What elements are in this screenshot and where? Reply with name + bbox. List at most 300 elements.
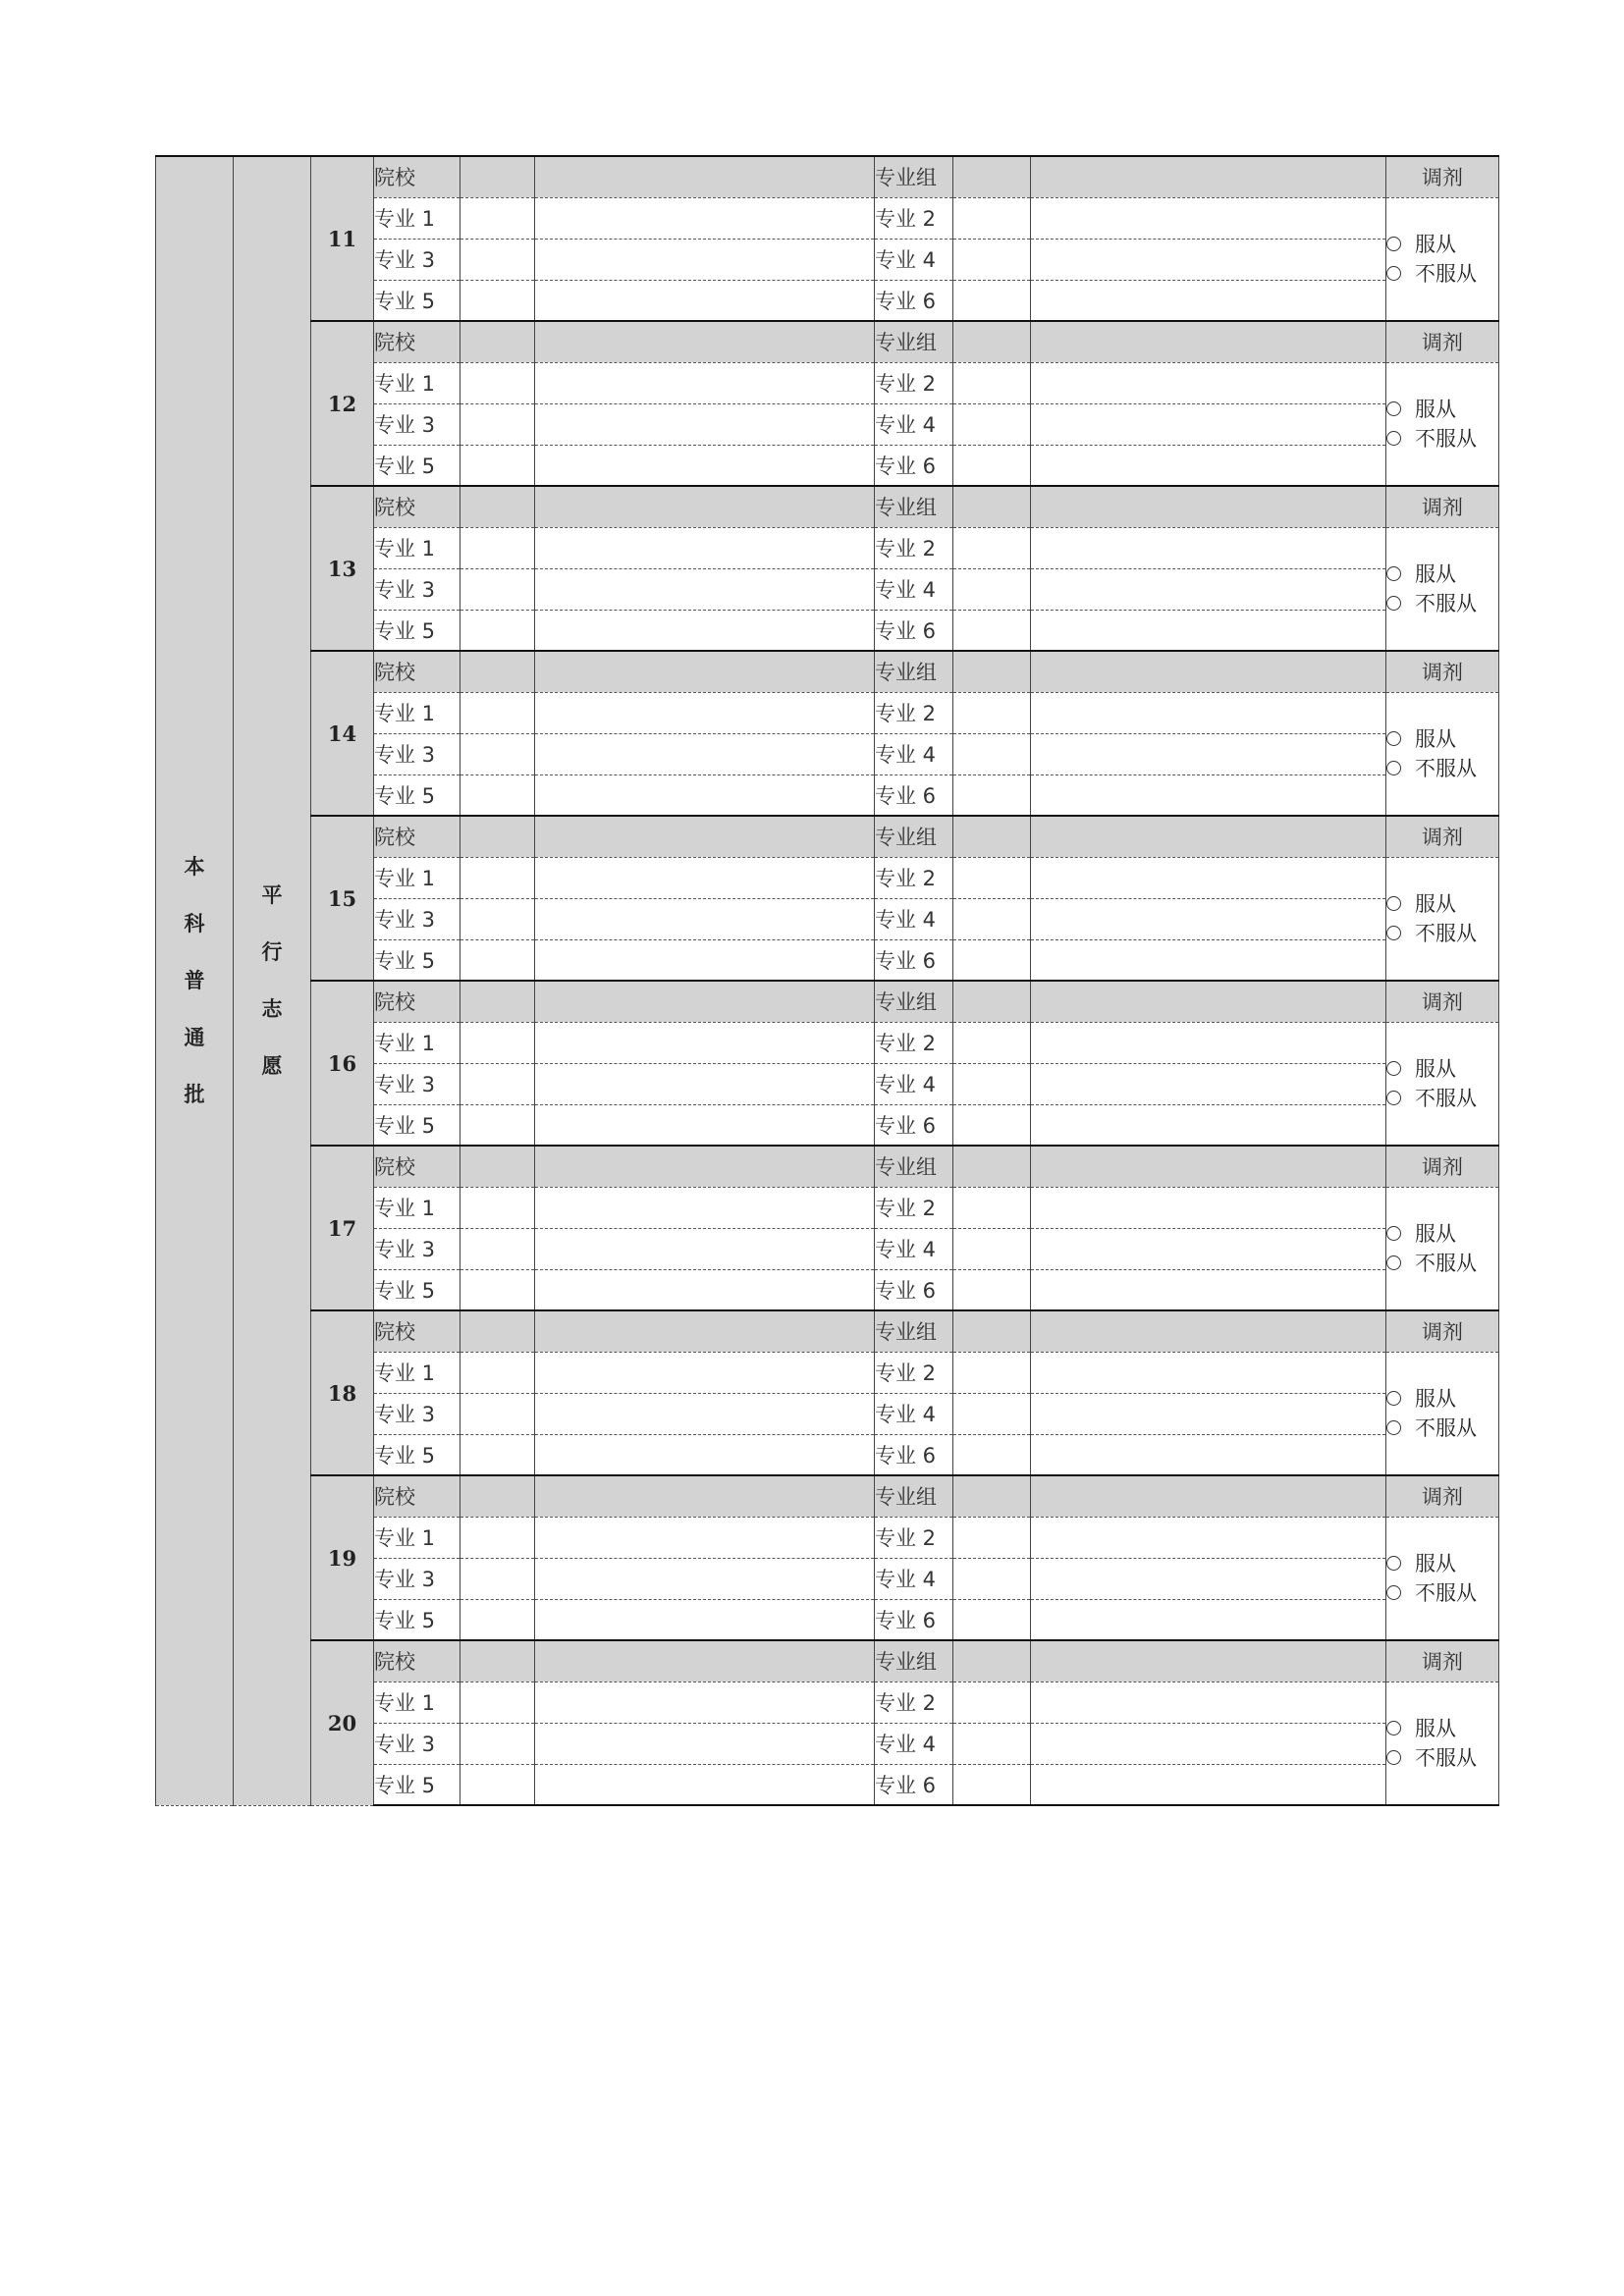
group-code-field[interactable] <box>953 486 1031 527</box>
adjust-decline-option[interactable] <box>1386 1743 1498 1773</box>
vertical-char: 批 <box>184 1082 205 1107</box>
major-code-field[interactable] <box>460 898 535 939</box>
volunteer-number: 13 <box>311 486 374 651</box>
adjust-label: 调剂 <box>1386 1310 1499 1352</box>
major-code-field[interactable] <box>460 1228 535 1269</box>
major-name-field[interactable] <box>535 445 875 486</box>
volunteer-number: 12 <box>311 321 374 486</box>
major-label: 专业 2 <box>875 1187 953 1228</box>
volunteer-header-row <box>156 486 1499 527</box>
vertical-char: 平 <box>261 882 283 908</box>
radio-circle-icon[interactable] <box>1386 566 1401 581</box>
major-name-field[interactable] <box>1031 857 1386 898</box>
school-code-field[interactable] <box>460 156 535 197</box>
radio-circle-icon[interactable] <box>1386 1750 1401 1765</box>
major-label: 专业 6 <box>875 774 953 816</box>
adjust-label: 调剂 <box>1386 816 1499 857</box>
radio-circle-icon[interactable] <box>1386 1556 1401 1571</box>
option-label: 不服从 <box>1415 261 1477 286</box>
major-code-field[interactable] <box>953 239 1031 280</box>
major-code-field[interactable] <box>953 1228 1031 1269</box>
major-code-field[interactable] <box>460 1599 535 1640</box>
major-name-field[interactable] <box>1031 692 1386 733</box>
major-code-field[interactable] <box>953 1764 1031 1805</box>
major-name-field[interactable] <box>535 362 875 403</box>
group-label: 专业组 <box>875 981 953 1022</box>
major-name-field[interactable] <box>1031 610 1386 651</box>
major-label: 专业 2 <box>875 1517 953 1558</box>
group-code-field[interactable] <box>953 1640 1031 1682</box>
school-code-field[interactable] <box>460 486 535 527</box>
school-name-field[interactable] <box>535 651 875 692</box>
major-label: 专业 5 <box>374 939 460 981</box>
major-label: 专业 1 <box>374 1022 460 1063</box>
major-code-field[interactable] <box>953 568 1031 610</box>
adjust-decline-option[interactable] <box>1386 1414 1498 1443</box>
major-name-field[interactable] <box>1031 527 1386 568</box>
major-name-field[interactable] <box>1031 1269 1386 1310</box>
major-code-field[interactable] <box>953 1517 1031 1558</box>
volunteer-number: 20 <box>311 1640 374 1805</box>
major-code-field[interactable] <box>953 774 1031 816</box>
major-name-field[interactable] <box>1031 1187 1386 1228</box>
major-name-field[interactable] <box>535 1187 875 1228</box>
volunteer-number: 16 <box>311 981 374 1146</box>
major-label: 专业 2 <box>875 527 953 568</box>
major-name-field[interactable] <box>1031 774 1386 816</box>
adjust-options <box>1386 1187 1499 1310</box>
major-name-field[interactable] <box>535 774 875 816</box>
major-code-field[interactable] <box>953 733 1031 774</box>
major-code-field[interactable] <box>460 857 535 898</box>
volunteer-header-row <box>156 1640 1499 1682</box>
school-name-field[interactable] <box>535 816 875 857</box>
major-code-field[interactable] <box>460 610 535 651</box>
major-name-field[interactable] <box>1031 1104 1386 1146</box>
option-label: 服从 <box>1415 1056 1456 1081</box>
major-name-field[interactable] <box>535 1682 875 1723</box>
school-name-field[interactable] <box>535 981 875 1022</box>
major-name-field[interactable] <box>535 1104 875 1146</box>
adjust-decline-option[interactable] <box>1386 1084 1498 1113</box>
volunteer-header-row <box>156 156 1499 197</box>
major-label: 专业 2 <box>875 857 953 898</box>
major-label: 专业 5 <box>374 445 460 486</box>
major-label: 专业 1 <box>374 1187 460 1228</box>
major-code-field[interactable] <box>460 1723 535 1764</box>
major-name-field[interactable] <box>535 1434 875 1475</box>
major-name-field[interactable] <box>1031 1723 1386 1764</box>
major-name-field[interactable] <box>1031 1558 1386 1599</box>
school-label: 院校 <box>374 156 460 197</box>
school-code-field[interactable] <box>460 1475 535 1517</box>
school-code-field[interactable] <box>460 816 535 857</box>
adjust-accept-option[interactable] <box>1386 724 1498 754</box>
adjust-options <box>1386 692 1499 816</box>
major-code-field[interactable] <box>953 1558 1031 1599</box>
major-label: 专业 4 <box>875 239 953 280</box>
major-code-field[interactable] <box>460 1187 535 1228</box>
major-code-field[interactable] <box>460 1558 535 1599</box>
group-label: 专业组 <box>875 486 953 527</box>
major-code-field[interactable] <box>460 1104 535 1146</box>
major-code-field[interactable] <box>953 527 1031 568</box>
major-name-field[interactable] <box>1031 733 1386 774</box>
major-name-field[interactable] <box>1031 1517 1386 1558</box>
major-code-field[interactable] <box>460 197 535 239</box>
adjust-label: 调剂 <box>1386 651 1499 692</box>
group-code-field[interactable] <box>953 321 1031 362</box>
major-name-field[interactable] <box>535 610 875 651</box>
major-label: 专业 6 <box>875 610 953 651</box>
radio-circle-icon[interactable] <box>1386 1721 1401 1735</box>
option-label: 服从 <box>1415 1221 1456 1246</box>
school-code-field[interactable] <box>460 981 535 1022</box>
major-label: 专业 5 <box>374 1104 460 1146</box>
adjust-options <box>1386 1517 1499 1640</box>
major-label: 专业 2 <box>875 692 953 733</box>
major-name-field[interactable] <box>535 1558 875 1599</box>
radio-circle-icon[interactable] <box>1386 596 1401 611</box>
volunteer-header-row <box>156 1310 1499 1352</box>
school-name-field[interactable] <box>535 1475 875 1517</box>
adjust-label: 调剂 <box>1386 1146 1499 1187</box>
major-name-field[interactable] <box>1031 939 1386 981</box>
adjust-options <box>1386 197 1499 321</box>
group-label: 专业组 <box>875 816 953 857</box>
adjust-accept-option[interactable] <box>1386 1714 1498 1743</box>
major-code-field[interactable] <box>460 280 535 321</box>
major-label: 专业 6 <box>875 1434 953 1475</box>
radio-circle-icon[interactable] <box>1386 1061 1401 1076</box>
adjust-decline-option[interactable] <box>1386 259 1498 289</box>
radio-circle-icon[interactable] <box>1386 401 1401 416</box>
school-code-field[interactable] <box>460 1640 535 1682</box>
major-code-field[interactable] <box>460 1517 535 1558</box>
major-name-field[interactable] <box>535 1269 875 1310</box>
major-code-field[interactable] <box>460 774 535 816</box>
volunteer-header-row <box>156 816 1499 857</box>
radio-circle-icon[interactable] <box>1386 1420 1401 1435</box>
major-label: 专业 6 <box>875 280 953 321</box>
major-code-field[interactable] <box>953 1723 1031 1764</box>
major-label: 专业 4 <box>875 403 953 445</box>
option-label: 不服从 <box>1415 921 1477 945</box>
option-label: 服从 <box>1415 1716 1456 1740</box>
major-name-field[interactable] <box>535 733 875 774</box>
group-name-field[interactable] <box>1031 156 1386 197</box>
group-name-field[interactable] <box>1031 651 1386 692</box>
major-code-field[interactable] <box>460 362 535 403</box>
group-name-field[interactable] <box>1031 1310 1386 1352</box>
option-label: 不服从 <box>1415 1086 1477 1110</box>
adjust-decline-option[interactable] <box>1386 424 1498 454</box>
volunteer-number: 17 <box>311 1146 374 1310</box>
volunteer-header-row <box>156 321 1499 362</box>
group-label: 专业组 <box>875 1640 953 1682</box>
group-name-field[interactable] <box>1031 1146 1386 1187</box>
major-name-field[interactable] <box>535 1764 875 1805</box>
major-name-field[interactable] <box>1031 1393 1386 1434</box>
major-code-field[interactable] <box>953 1022 1031 1063</box>
major-code-field[interactable] <box>953 445 1031 486</box>
major-code-field[interactable] <box>460 939 535 981</box>
major-name-field[interactable] <box>1031 362 1386 403</box>
option-label: 服从 <box>1415 891 1456 916</box>
group-code-field[interactable] <box>953 816 1031 857</box>
adjust-decline-option[interactable] <box>1386 1578 1498 1608</box>
major-name-field[interactable] <box>1031 1434 1386 1475</box>
major-name-field[interactable] <box>1031 197 1386 239</box>
major-code-field[interactable] <box>460 1022 535 1063</box>
group-name-field[interactable] <box>1031 321 1386 362</box>
major-label: 专业 6 <box>875 939 953 981</box>
major-name-field[interactable] <box>535 1517 875 1558</box>
major-code-field[interactable] <box>953 1269 1031 1310</box>
option-label: 不服从 <box>1415 591 1477 615</box>
group-code-field[interactable] <box>953 981 1031 1022</box>
major-name-field[interactable] <box>1031 1682 1386 1723</box>
major-name-field[interactable] <box>535 857 875 898</box>
school-name-field[interactable] <box>535 486 875 527</box>
major-name-field[interactable] <box>535 939 875 981</box>
group-name-field[interactable] <box>1031 486 1386 527</box>
major-label: 专业 6 <box>875 1599 953 1640</box>
major-code-field[interactable] <box>953 857 1031 898</box>
volunteer-number: 11 <box>311 156 374 321</box>
major-name-field[interactable] <box>1031 403 1386 445</box>
school-label: 院校 <box>374 1146 460 1187</box>
group-code-field[interactable] <box>953 156 1031 197</box>
major-code-field[interactable] <box>953 1393 1031 1434</box>
major-name-field[interactable] <box>1031 445 1386 486</box>
major-name-field[interactable] <box>1031 898 1386 939</box>
radio-circle-icon[interactable] <box>1386 761 1401 775</box>
major-label: 专业 3 <box>374 1228 460 1269</box>
major-name-field[interactable] <box>1031 1352 1386 1393</box>
option-label: 服从 <box>1415 1386 1456 1411</box>
major-name-field[interactable] <box>535 1393 875 1434</box>
group-name-field[interactable] <box>1031 981 1386 1022</box>
major-code-field[interactable] <box>460 239 535 280</box>
major-code-field[interactable] <box>460 1764 535 1805</box>
major-label: 专业 6 <box>875 1269 953 1310</box>
major-label: 专业 1 <box>374 1517 460 1558</box>
major-code-field[interactable] <box>953 403 1031 445</box>
school-name-field[interactable] <box>535 321 875 362</box>
major-name-field[interactable] <box>535 898 875 939</box>
major-code-field[interactable] <box>953 197 1031 239</box>
major-name-field[interactable] <box>535 197 875 239</box>
major-code-field[interactable] <box>953 610 1031 651</box>
major-label: 专业 3 <box>374 1723 460 1764</box>
major-name-field[interactable] <box>1031 280 1386 321</box>
major-code-field[interactable] <box>953 1352 1031 1393</box>
major-name-field[interactable] <box>535 1063 875 1104</box>
major-name-field[interactable] <box>535 1352 875 1393</box>
major-label: 专业 4 <box>875 1558 953 1599</box>
major-label: 专业 4 <box>875 1228 953 1269</box>
group-code-field[interactable] <box>953 1475 1031 1517</box>
group-code-field[interactable] <box>953 1310 1031 1352</box>
adjust-decline-option[interactable] <box>1386 754 1498 783</box>
group-code-field[interactable] <box>953 1146 1031 1187</box>
adjust-accept-option[interactable] <box>1386 230 1498 259</box>
major-code-field[interactable] <box>460 568 535 610</box>
adjust-options <box>1386 1682 1499 1805</box>
adjust-decline-option[interactable] <box>1386 589 1498 618</box>
major-name-field[interactable] <box>535 1723 875 1764</box>
group-name-field[interactable] <box>1031 1475 1386 1517</box>
major-code-field[interactable] <box>460 733 535 774</box>
adjust-accept-option[interactable] <box>1386 395 1498 424</box>
major-name-field[interactable] <box>535 403 875 445</box>
volunteer-header-row <box>156 1146 1499 1187</box>
school-name-field[interactable] <box>535 1310 875 1352</box>
major-code-field[interactable] <box>953 280 1031 321</box>
major-label: 专业 4 <box>875 1063 953 1104</box>
volunteer-number: 14 <box>311 651 374 816</box>
major-name-field[interactable] <box>1031 1063 1386 1104</box>
major-label: 专业 3 <box>374 568 460 610</box>
radio-circle-icon[interactable] <box>1386 431 1401 446</box>
school-code-field[interactable] <box>460 651 535 692</box>
major-name-field[interactable] <box>535 1022 875 1063</box>
radio-circle-icon[interactable] <box>1386 237 1401 251</box>
radio-circle-icon[interactable] <box>1386 1091 1401 1105</box>
school-name-field[interactable] <box>535 1146 875 1187</box>
option-label: 不服从 <box>1415 1580 1477 1605</box>
major-name-field[interactable] <box>1031 1022 1386 1063</box>
major-code-field[interactable] <box>953 898 1031 939</box>
radio-circle-icon[interactable] <box>1386 1226 1401 1241</box>
batch-label <box>156 156 234 1805</box>
major-name-field[interactable] <box>535 568 875 610</box>
major-label: 专业 2 <box>875 1352 953 1393</box>
group-label: 专业组 <box>875 321 953 362</box>
radio-circle-icon[interactable] <box>1386 1585 1401 1600</box>
school-label: 院校 <box>374 1475 460 1517</box>
major-label: 专业 1 <box>374 1352 460 1393</box>
school-label: 院校 <box>374 981 460 1022</box>
school-name-field[interactable] <box>535 1640 875 1682</box>
major-label: 专业 5 <box>374 1434 460 1475</box>
plan-type-label <box>234 156 311 1805</box>
group-label: 专业组 <box>875 156 953 197</box>
school-code-field[interactable] <box>460 1146 535 1187</box>
major-label: 专业 4 <box>875 568 953 610</box>
major-name-field[interactable] <box>1031 239 1386 280</box>
major-label: 专业 4 <box>875 1723 953 1764</box>
major-code-field[interactable] <box>460 1063 535 1104</box>
option-label: 服从 <box>1415 726 1456 751</box>
adjust-accept-option[interactable] <box>1386 889 1498 919</box>
major-label: 专业 1 <box>374 1682 460 1723</box>
adjust-accept-option[interactable] <box>1386 1219 1498 1249</box>
option-label: 不服从 <box>1415 756 1477 780</box>
option-label: 不服从 <box>1415 426 1477 451</box>
adjust-accept-option[interactable] <box>1386 560 1498 589</box>
major-name-field[interactable] <box>535 280 875 321</box>
radio-circle-icon[interactable] <box>1386 731 1401 746</box>
major-code-field[interactable] <box>953 1104 1031 1146</box>
major-label: 专业 3 <box>374 898 460 939</box>
adjust-accept-option[interactable] <box>1386 1054 1498 1084</box>
major-name-field[interactable] <box>1031 568 1386 610</box>
major-code-field[interactable] <box>460 1393 535 1434</box>
school-label: 院校 <box>374 1640 460 1682</box>
major-code-field[interactable] <box>460 1682 535 1723</box>
major-name-field[interactable] <box>1031 1228 1386 1269</box>
radio-circle-icon[interactable] <box>1386 926 1401 940</box>
school-label: 院校 <box>374 486 460 527</box>
major-code-field[interactable] <box>953 1187 1031 1228</box>
major-code-field[interactable] <box>953 1063 1031 1104</box>
group-name-field[interactable] <box>1031 816 1386 857</box>
adjust-label: 调剂 <box>1386 156 1499 197</box>
major-code-field[interactable] <box>953 692 1031 733</box>
adjust-label: 调剂 <box>1386 1640 1499 1682</box>
school-name-field[interactable] <box>535 156 875 197</box>
major-code-field[interactable] <box>460 1352 535 1393</box>
adjust-decline-option[interactable] <box>1386 1249 1498 1278</box>
vertical-char: 普 <box>184 968 205 993</box>
radio-circle-icon[interactable] <box>1386 896 1401 911</box>
major-name-field[interactable] <box>535 527 875 568</box>
major-name-field[interactable] <box>535 239 875 280</box>
major-code-field[interactable] <box>460 527 535 568</box>
adjust-accept-option[interactable] <box>1386 1384 1498 1414</box>
adjust-decline-option[interactable] <box>1386 919 1498 948</box>
adjust-label: 调剂 <box>1386 486 1499 527</box>
major-name-field[interactable] <box>535 692 875 733</box>
adjust-accept-option[interactable] <box>1386 1549 1498 1578</box>
major-code-field[interactable] <box>460 692 535 733</box>
major-code-field[interactable] <box>460 445 535 486</box>
major-label: 专业 5 <box>374 1269 460 1310</box>
option-label: 不服从 <box>1415 1415 1477 1440</box>
major-label: 专业 4 <box>875 898 953 939</box>
major-code-field[interactable] <box>953 939 1031 981</box>
adjust-label: 调剂 <box>1386 981 1499 1022</box>
major-name-field[interactable] <box>1031 1599 1386 1640</box>
major-code-field[interactable] <box>953 362 1031 403</box>
major-code-field[interactable] <box>460 1434 535 1475</box>
major-name-field[interactable] <box>535 1599 875 1640</box>
major-label: 专业 3 <box>374 403 460 445</box>
adjust-options <box>1386 1352 1499 1475</box>
radio-circle-icon[interactable] <box>1386 1255 1401 1270</box>
major-code-field[interactable] <box>953 1682 1031 1723</box>
major-name-field[interactable] <box>1031 1764 1386 1805</box>
option-label: 服从 <box>1415 232 1456 256</box>
school-label: 院校 <box>374 1310 460 1352</box>
major-code-field[interactable] <box>953 1599 1031 1640</box>
volunteer-number: 18 <box>311 1310 374 1475</box>
group-code-field[interactable] <box>953 651 1031 692</box>
major-name-field[interactable] <box>535 1228 875 1269</box>
school-code-field[interactable] <box>460 321 535 362</box>
radio-circle-icon[interactable] <box>1386 266 1401 281</box>
school-code-field[interactable] <box>460 1310 535 1352</box>
major-code-field[interactable] <box>953 1434 1031 1475</box>
group-name-field[interactable] <box>1031 1640 1386 1682</box>
major-label: 专业 2 <box>875 1682 953 1723</box>
major-code-field[interactable] <box>460 1269 535 1310</box>
major-code-field[interactable] <box>460 403 535 445</box>
radio-circle-icon[interactable] <box>1386 1391 1401 1406</box>
group-label: 专业组 <box>875 1310 953 1352</box>
